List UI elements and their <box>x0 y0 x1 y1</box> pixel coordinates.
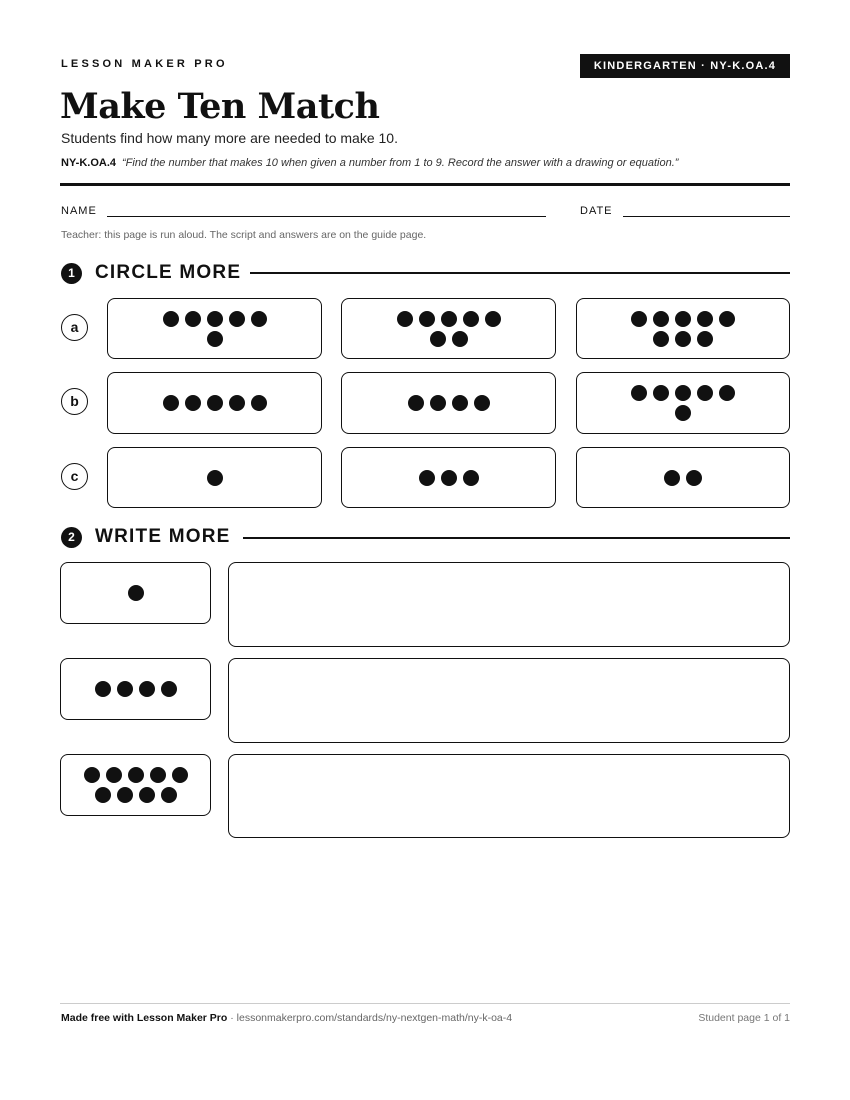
counter-dot <box>95 787 111 803</box>
answer-box[interactable] <box>228 754 790 838</box>
dot-row <box>163 311 267 327</box>
counter-dot <box>686 470 702 486</box>
name-field[interactable] <box>107 216 546 217</box>
page-title: Make Ten Match <box>60 86 380 127</box>
counter-dot <box>185 395 201 411</box>
section-2-number: 2 <box>61 527 82 548</box>
counter-dot <box>474 395 490 411</box>
counter-dot <box>397 311 413 327</box>
dot-row <box>95 681 177 697</box>
counter-dot <box>163 395 179 411</box>
dot-row <box>653 331 713 347</box>
counter-dot <box>441 311 457 327</box>
counter-dot <box>697 331 713 347</box>
dot-card[interactable] <box>107 372 322 434</box>
dot-row <box>664 470 702 486</box>
counter-dot <box>631 385 647 401</box>
counter-dot <box>139 681 155 697</box>
counter-dot <box>117 787 133 803</box>
counter-dot <box>251 311 267 327</box>
dot-card[interactable] <box>107 447 322 508</box>
dot-card[interactable] <box>341 447 556 508</box>
counter-dot <box>441 470 457 486</box>
dot-row <box>430 331 468 347</box>
dot-row <box>408 395 490 411</box>
dot-card <box>60 658 211 720</box>
dot-row <box>207 331 223 347</box>
counter-dot <box>452 395 468 411</box>
section-1-title: CIRCLE MORE <box>95 262 242 283</box>
header-divider <box>60 183 790 186</box>
counter-dot <box>697 385 713 401</box>
counter-dot <box>697 311 713 327</box>
dot-row <box>419 470 479 486</box>
counter-dot <box>106 767 122 783</box>
date-field[interactable] <box>623 216 790 217</box>
dot-row <box>163 395 267 411</box>
dot-card <box>60 562 211 624</box>
counter-dot <box>675 311 691 327</box>
counter-dot <box>631 311 647 327</box>
counter-dot <box>719 311 735 327</box>
counter-dot <box>653 331 669 347</box>
footer-made-with: Made free with Lesson Maker Pro <box>61 1012 228 1024</box>
section-2-rule <box>243 537 790 539</box>
teacher-note: Teacher: this page is run aloud. The script and answers are on the guide page. <box>61 229 427 241</box>
section-1-number: 1 <box>61 263 82 284</box>
counter-dot <box>664 470 680 486</box>
dot-card[interactable] <box>576 372 790 434</box>
section-2-header <box>61 526 231 548</box>
counter-dot <box>229 395 245 411</box>
dot-card[interactable] <box>576 447 790 508</box>
dot-card[interactable] <box>576 298 790 359</box>
counter-dot <box>419 470 435 486</box>
dot-card[interactable] <box>341 298 556 359</box>
counter-dot <box>463 311 479 327</box>
counter-dot <box>163 311 179 327</box>
answer-box[interactable] <box>228 658 790 743</box>
counter-dot <box>207 395 223 411</box>
footer-divider <box>60 1003 790 1004</box>
dot-row <box>207 470 223 486</box>
counter-dot <box>207 470 223 486</box>
dot-card <box>60 754 211 816</box>
row-label-a: a <box>61 314 88 341</box>
dot-row <box>397 311 501 327</box>
grade-standard-badge: KINDERGARTEN · NY-K.OA.4 <box>580 54 790 78</box>
counter-dot <box>150 767 166 783</box>
dot-row <box>675 405 691 421</box>
brand-name: LESSON MAKER PRO <box>61 58 228 70</box>
answer-box[interactable] <box>228 562 790 647</box>
footer-page-number: Student page 1 of 1 <box>698 1012 790 1024</box>
dot-row <box>84 767 188 783</box>
section-2-title: WRITE MORE <box>95 526 231 547</box>
counter-dot <box>251 395 267 411</box>
counter-dot <box>463 470 479 486</box>
standard-line <box>61 157 678 169</box>
counter-dot <box>430 395 446 411</box>
counter-dot <box>485 311 501 327</box>
footer-credit <box>61 1012 512 1024</box>
counter-dot <box>207 311 223 327</box>
counter-dot <box>452 331 468 347</box>
counter-dot <box>139 787 155 803</box>
standard-text: “Find the number that makes 10 when given a number from 1 to 9. Record the answer with a drawing or equation.” <box>122 157 679 169</box>
counter-dot <box>430 331 446 347</box>
date-label: DATE <box>580 205 613 217</box>
row-label-c: c <box>61 463 88 490</box>
dot-row <box>128 585 144 601</box>
counter-dot <box>161 681 177 697</box>
counter-dot <box>95 681 111 697</box>
section-1-header <box>61 262 241 284</box>
counter-dot <box>128 767 144 783</box>
counter-dot <box>719 385 735 401</box>
dot-row <box>631 311 735 327</box>
counter-dot <box>161 787 177 803</box>
name-label: NAME <box>61 205 97 217</box>
dot-row <box>95 787 177 803</box>
counter-dot <box>207 331 223 347</box>
counter-dot <box>172 767 188 783</box>
section-1-rule <box>250 272 790 274</box>
counter-dot <box>675 331 691 347</box>
counter-dot <box>419 311 435 327</box>
counter-dot <box>653 385 669 401</box>
counter-dot <box>229 311 245 327</box>
counter-dot <box>408 395 424 411</box>
counter-dot <box>117 681 133 697</box>
standard-code: NY-K.OA.4 <box>61 157 117 169</box>
counter-dot <box>185 311 201 327</box>
dot-card[interactable] <box>341 372 556 434</box>
dot-row <box>631 385 735 401</box>
footer-url[interactable]: · lessonmakerpro.com/standards/ny-nextgen-math/ny-k-oa-4 <box>227 1012 513 1024</box>
page-subtitle: Students find how many more are needed to make 10. <box>61 130 398 146</box>
counter-dot <box>675 385 691 401</box>
dot-card[interactable] <box>107 298 322 359</box>
counter-dot <box>653 311 669 327</box>
row-label-b: b <box>61 388 88 415</box>
counter-dot <box>84 767 100 783</box>
counter-dot <box>128 585 144 601</box>
counter-dot <box>675 405 691 421</box>
